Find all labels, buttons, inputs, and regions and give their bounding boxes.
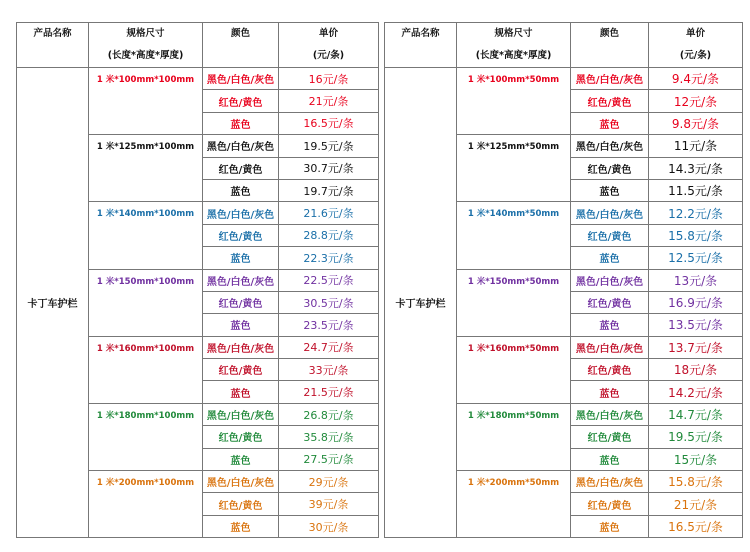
color-cell: 红色/黄色	[203, 157, 279, 179]
color-cell: 蓝色	[571, 448, 649, 470]
color-cell: 蓝色	[571, 314, 649, 336]
price-cell: 13.7元/条	[649, 336, 743, 358]
color-cell: 红色/黄色	[203, 90, 279, 112]
header-price	[649, 23, 743, 68]
header-product-name: 产品名称	[17, 23, 89, 68]
price-cell: 22.5元/条	[279, 269, 379, 291]
color-cell: 红色/黄色	[203, 426, 279, 448]
price-cell: 15元/条	[649, 448, 743, 470]
header-spec	[457, 23, 571, 68]
color-cell: 黑色/白色/灰色	[571, 68, 649, 90]
price-cell: 21.6元/条	[279, 202, 379, 224]
price-cell: 14.2元/条	[649, 381, 743, 403]
color-cell: 黑色/白色/灰色	[203, 471, 279, 493]
price-cell: 16.9元/条	[649, 291, 743, 313]
price-cell: 13元/条	[649, 269, 743, 291]
color-cell: 蓝色	[571, 515, 649, 537]
color-cell: 红色/黄色	[203, 493, 279, 515]
color-cell: 黑色/白色/灰色	[571, 336, 649, 358]
color-cell: 蓝色	[571, 247, 649, 269]
price-cell: 15.8元/条	[649, 471, 743, 493]
color-cell: 蓝色	[571, 381, 649, 403]
header-price	[279, 23, 379, 68]
color-cell: 红色/黄色	[203, 224, 279, 246]
price-cell: 30.5元/条	[279, 291, 379, 313]
header-color: 颜色	[203, 23, 279, 68]
spec-cell: 1 米*180mm*50mm	[457, 403, 571, 470]
spec-cell: 1 米*160mm*50mm	[457, 336, 571, 403]
price-table-left	[16, 22, 379, 538]
header-color: 颜色	[571, 23, 649, 68]
header-spec	[89, 23, 203, 68]
price-cell: 22.3元/条	[279, 247, 379, 269]
price-cell: 12元/条	[649, 90, 743, 112]
price-cell: 30.7元/条	[279, 157, 379, 179]
spec-cell: 1 米*140mm*100mm	[89, 202, 203, 269]
header-price-line2: (元/条)	[679, 50, 712, 61]
price-cell: 27.5元/条	[279, 448, 379, 470]
price-cell: 33元/条	[279, 359, 379, 381]
price-cell: 14.7元/条	[649, 403, 743, 425]
spec-cell: 1 米*125mm*50mm	[457, 135, 571, 202]
spec-cell: 1 米*200mm*50mm	[457, 471, 571, 538]
color-cell: 蓝色	[203, 515, 279, 537]
product-name-cell: 卡丁车护栏	[17, 68, 89, 538]
header-price-line1: 单价	[318, 28, 338, 39]
header-row	[17, 23, 379, 68]
spec-cell: 1 米*150mm*100mm	[89, 269, 203, 336]
spec-cell: 1 米*180mm*100mm	[89, 403, 203, 470]
color-cell: 黑色/白色/灰色	[571, 269, 649, 291]
header-price-line2: (元/条)	[312, 50, 345, 61]
price-table-right-body	[385, 23, 743, 538]
price-cell: 15.8元/条	[649, 224, 743, 246]
price-cell: 16.5元/条	[649, 515, 743, 537]
color-cell: 红色/黄色	[571, 157, 649, 179]
spec-cell: 1 米*125mm*100mm	[89, 135, 203, 202]
price-cell: 13.5元/条	[649, 314, 743, 336]
color-cell: 蓝色	[203, 112, 279, 134]
color-cell: 蓝色	[203, 247, 279, 269]
price-table-left-body	[17, 23, 379, 538]
price-cell: 18元/条	[649, 359, 743, 381]
color-cell: 红色/黄色	[571, 359, 649, 381]
price-cell: 19.5元/条	[649, 426, 743, 448]
price-cell: 29元/条	[279, 471, 379, 493]
price-cell: 30元/条	[279, 515, 379, 537]
color-cell: 红色/黄色	[203, 359, 279, 381]
price-cell: 16.5元/条	[279, 112, 379, 134]
color-cell: 黑色/白色/灰色	[571, 471, 649, 493]
price-table-right	[384, 22, 743, 538]
header-row	[385, 23, 743, 68]
color-cell: 红色/黄色	[571, 291, 649, 313]
color-cell: 黑色/白色/灰色	[571, 403, 649, 425]
color-cell: 黑色/白色/灰色	[203, 269, 279, 291]
price-cell: 12.2元/条	[649, 202, 743, 224]
table-row	[385, 68, 743, 90]
color-cell: 黑色/白色/灰色	[571, 202, 649, 224]
spec-cell: 1 米*140mm*50mm	[457, 202, 571, 269]
spec-cell: 1 米*100mm*100mm	[89, 68, 203, 135]
price-cell: 9.4元/条	[649, 68, 743, 90]
color-cell: 红色/黄色	[571, 493, 649, 515]
color-cell: 黑色/白色/灰色	[203, 135, 279, 157]
color-cell: 黑色/白色/灰色	[571, 135, 649, 157]
header-spec-line2: (长度*高度*厚度)	[107, 50, 184, 61]
price-cell: 19.7元/条	[279, 179, 379, 201]
price-cell: 35.8元/条	[279, 426, 379, 448]
price-cell: 21元/条	[649, 493, 743, 515]
product-name-cell: 卡丁车护栏	[385, 68, 457, 538]
spec-cell: 1 米*200mm*100mm	[89, 471, 203, 538]
price-cell: 11元/条	[649, 135, 743, 157]
spec-cell: 1 米*100mm*50mm	[457, 68, 571, 135]
color-cell: 蓝色	[571, 179, 649, 201]
color-cell: 蓝色	[203, 448, 279, 470]
price-cell: 9.8元/条	[649, 112, 743, 134]
price-cell: 23.5元/条	[279, 314, 379, 336]
color-cell: 红色/黄色	[571, 426, 649, 448]
color-cell: 红色/黄色	[571, 224, 649, 246]
color-cell: 蓝色	[203, 381, 279, 403]
color-cell: 黑色/白色/灰色	[203, 202, 279, 224]
price-cell: 19.5元/条	[279, 135, 379, 157]
header-spec-line2: (长度*高度*厚度)	[475, 50, 552, 61]
color-cell: 红色/黄色	[203, 291, 279, 313]
price-cell: 21元/条	[279, 90, 379, 112]
color-cell: 黑色/白色/灰色	[203, 336, 279, 358]
price-cell: 39元/条	[279, 493, 379, 515]
spec-cell: 1 米*150mm*50mm	[457, 269, 571, 336]
color-cell: 黑色/白色/灰色	[203, 403, 279, 425]
price-cell: 11.5元/条	[649, 179, 743, 201]
header-spec-line1: 规格尺寸	[126, 28, 165, 39]
color-cell: 蓝色	[203, 179, 279, 201]
color-cell: 蓝色	[571, 112, 649, 134]
spec-cell: 1 米*160mm*100mm	[89, 336, 203, 403]
table-row	[17, 68, 379, 90]
header-price-line1: 单价	[685, 28, 705, 39]
header-spec-line1: 规格尺寸	[494, 28, 533, 39]
price-cell: 16元/条	[279, 68, 379, 90]
price-cell: 14.3元/条	[649, 157, 743, 179]
price-cell: 26.8元/条	[279, 403, 379, 425]
color-cell: 蓝色	[203, 314, 279, 336]
price-cell: 28.8元/条	[279, 224, 379, 246]
price-cell: 12.5元/条	[649, 247, 743, 269]
color-cell: 红色/黄色	[571, 90, 649, 112]
header-product-name: 产品名称	[385, 23, 457, 68]
color-cell: 黑色/白色/灰色	[203, 68, 279, 90]
price-cell: 24.7元/条	[279, 336, 379, 358]
price-cell: 21.5元/条	[279, 381, 379, 403]
